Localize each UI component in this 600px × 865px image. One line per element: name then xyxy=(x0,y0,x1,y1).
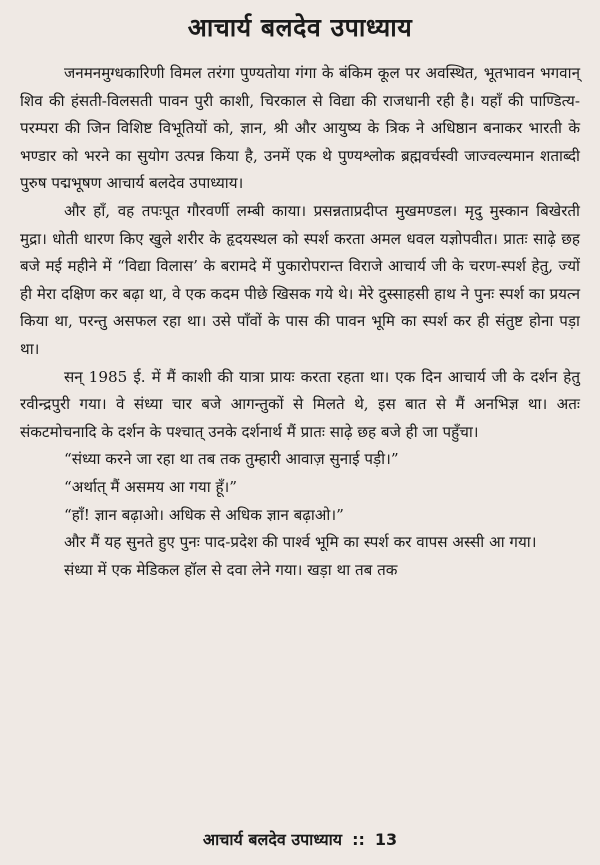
dialogue-line: “अर्थात् मैं असमय आ गया हूँ।” xyxy=(64,477,238,496)
dialogue-line: “संध्या करने जा रहा था तब तक तुम्हारी आवाज़ सुनाई पड़ी।” xyxy=(64,450,399,469)
dialogue-line: “हाँ! ज्ञान बढ़ाओ। अधिक से अधिक ज्ञान बढ़ाओ।” xyxy=(64,505,344,524)
running-title: आचार्य बलदेव उपाध्याय xyxy=(202,830,343,849)
paragraph-visit: सन् 1985 ई. में मैं काशी की यात्रा प्रायः करता रहता था। एक दिन आचार्य जी के दर्शन हेतु रवीन्द्रपुरी गया। वे संध्या चार बजे आगन्तुकों से मिलते थे, इस बात से मैं अनभिज्ञ था। अतः संकटमोचनादि के दर्शन के पश्चात् उनके दर्शनार्थ मैं प्रातः साढ़े छह बजे ही जा पहुँचा। xyxy=(20,367,580,441)
body-text xyxy=(20,60,580,584)
paragraph-return: और मैं यह सुनते हुए पुनः पाद-प्रदेश की पार्श्व भूमि का स्पर्श कर वापस अस्सी आ गया। xyxy=(64,533,537,552)
paragraph-intro: जनमनमुग्धकारिणी विमल तरंगा पुण्यतोया गंगा के बंकिम कूल पर अवस्थित, भूतभावन भगवान् शिव की हंसती-विलसती पावन पुरी काशी, चिरकाल से विद्या की राजधानी रही है। यहाँ की पाण्डित्य-परम्परा की जिन विशिष्ट विभूतियों को, ज्ञान, श्री और आयुष्य के त्रिक ने अधिष्ठान बनाकर भारती के भण्डार को भरने का सुयोग उत्पन्न किया है, उनमें एक थे पुण्यश्लोक ब्रह्मवर्चस्वी जाज्वल्यमान शताब्दी पुरुष पद्मभूषण आचार्य बलदेव उपाध्याय। xyxy=(20,64,580,193)
page-title: आचार्य बलदेव उपाध्याय xyxy=(187,13,413,42)
paragraph-description: और हाँ, वह तपःपूत गौरवर्णी लम्बी काया। प्रसन्नताप्रदीप्त मुखमण्डल। मृदु मुस्कान बिखेरती मुद्रा। धोती धारण किए खुले शरीर के हृदयस्थल को स्पर्श करता अमल धवल यज्ञोपवीत। प्रातः साढ़े छह बजे मई महीने में “विद्या विलास’ के बरामदे में पुकारोपरान्त विराजे आचार्य जी के चरण-स्पर्श हेतु, ज्यों ही मेरा दक्षिण कर बढ़ा था, वे एक कदम पीछे खिसक गये थे। मेरे दुस्साहसी हाथ ने पुनः स्पर्श का प्रयत्न किया था, परन्तु असफल रहा था। उसे पाँवों के पास की पावन भूमि का स्पर्श कर ही संतुष्ट होना पड़ा था। xyxy=(20,201,580,358)
page-footer xyxy=(0,826,600,854)
paragraph-evening: संध्या में एक मेडिकल हॉल से दवा लेने गया। खड़ा था तब तक xyxy=(64,560,398,579)
page-number: 13 xyxy=(374,830,398,849)
footer-separator: :: xyxy=(352,830,365,849)
